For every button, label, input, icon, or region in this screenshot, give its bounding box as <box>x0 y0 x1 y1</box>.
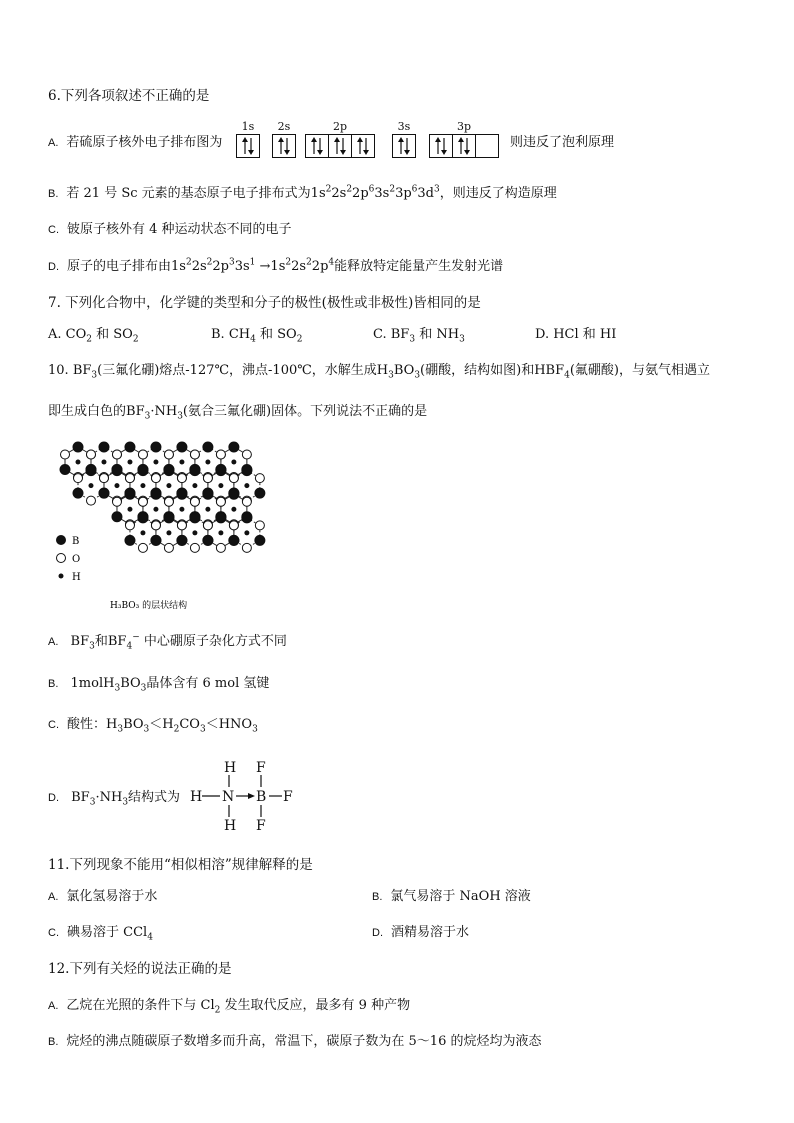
q6-option-c: C. 铍原子核外有 4 种运动状态不同的电子 <box>48 222 292 237</box>
boron-atom <box>255 535 265 545</box>
hydrogen-atom <box>218 530 223 535</box>
hydrogen-atom <box>140 483 145 488</box>
boron-atom <box>125 489 135 499</box>
boron-atom <box>99 442 109 452</box>
bf3-nh3-structural-formula <box>190 756 300 836</box>
oxygen-atom <box>86 496 95 505</box>
boron-atom <box>177 442 187 452</box>
q12-option-a: A. 乙烷在光照的条件下与 $Cl_2$ 发生取代反应，最多有 9 种产物 <box>48 998 411 1016</box>
hydrogen-atom <box>101 460 106 465</box>
oxygen-atom <box>190 543 199 552</box>
oxygen-atom <box>242 497 251 506</box>
figure-caption: H₃BO₃ 的层状结构 <box>110 601 188 611</box>
svg-text:F: F <box>256 760 266 776</box>
oxygen-atom <box>151 521 160 530</box>
oxygen-atom <box>216 543 225 552</box>
oxygen-atom <box>138 450 147 459</box>
q11-option-b: B. 氯气易溶于 NaOH 溶液 <box>372 889 531 904</box>
electron-pair-arrows <box>430 135 452 157</box>
q7-option-d: D. HCl 和 HI <box>535 327 617 342</box>
q6-option-a-suffix: 则违反了泡利原理 <box>510 135 615 150</box>
electron-pair-arrows <box>237 135 259 157</box>
oxygen-atom <box>99 474 108 483</box>
hydrogen-atom <box>153 507 158 512</box>
boron-atom <box>229 489 239 499</box>
oxygen-atom <box>86 450 95 459</box>
q7-stem: 7. 下列化合物中，化学键的类型和分子的极性(极性或非极性)皆相同的是 <box>48 295 481 311</box>
q10-option-d: D. $BF_3\cdot NH_3$结构式为 <box>48 790 181 808</box>
orbital-3p: 3p <box>429 120 499 158</box>
q7-option-c: C. $BF_3$ 和 $NH_3$ <box>373 327 465 345</box>
boron-atom <box>203 535 213 545</box>
hydrogen-atom <box>127 460 132 465</box>
oxygen-atom <box>203 474 212 483</box>
orbital-3s: 3s <box>392 120 416 158</box>
q7-option-b: B. $CH_4$ 和 $SO_2$ <box>211 327 303 345</box>
svg-text:F: F <box>283 789 293 805</box>
boron-atom <box>151 442 161 452</box>
hydrogen-atom <box>127 507 132 512</box>
oxygen-atom <box>177 521 186 530</box>
boron-atom <box>190 513 200 523</box>
hydrogen-atom <box>192 530 197 535</box>
boron-atom <box>216 466 226 476</box>
svg-text:H: H <box>224 760 237 776</box>
oxygen-atom <box>112 497 121 506</box>
hydrogen-atom <box>140 530 145 535</box>
oxygen-atom <box>255 521 264 530</box>
hydrogen-atom <box>231 507 236 512</box>
oxygen-atom <box>177 474 186 483</box>
q11-option-a: A. 氯化氢易溶于水 <box>48 889 158 904</box>
svg-text:B: B <box>256 789 267 805</box>
q10-stem-line2: 即生成白色的$BF_3\cdot NH_3$(氨合三氟化硼)固体。下列说法不正确的是 <box>48 404 428 422</box>
oxygen-atom <box>61 450 70 459</box>
electron-pair-arrows <box>329 135 351 157</box>
boron-atom <box>164 466 174 476</box>
q10-option-c: C. 酸性：$H_3BO_3<H_2CO_3<HNO_3$ <box>48 717 258 735</box>
boron-atom <box>203 442 213 452</box>
hydrogen-atom <box>192 483 197 488</box>
orbital-2s: 2s <box>272 120 296 158</box>
oxygen-atom <box>125 474 134 483</box>
orbital-2p: 2p <box>305 120 375 158</box>
q12-option-b: B. 烷烃的沸点随碳原子数增多而升高，常温下，碳原子数为在 5～16 的烷烃均为液态 <box>48 1034 542 1049</box>
boron-atom <box>255 488 265 498</box>
boron-atom <box>125 535 135 545</box>
hydrogen-atom <box>231 460 236 465</box>
boron-atom <box>138 466 148 476</box>
boron-atom <box>73 442 83 452</box>
q10-option-b: B. $1molH_3BO_3$晶体含有 6 mol 氢键 <box>48 676 270 694</box>
boron-atom <box>242 466 252 476</box>
oxygen-atom <box>164 450 173 459</box>
oxygen-atom <box>216 497 225 506</box>
boron-atom <box>125 442 135 452</box>
oxygen-atom <box>164 543 173 552</box>
oxygen-atom <box>229 521 238 530</box>
boron-atom <box>242 513 252 523</box>
boron-atom <box>99 488 109 498</box>
boron-atom <box>60 465 70 475</box>
svg-text:N: N <box>222 789 235 805</box>
boron-atom <box>151 535 161 545</box>
svg-text:F: F <box>256 818 266 834</box>
oxygen-atom <box>164 497 173 506</box>
boron-atom <box>164 513 174 523</box>
svg-text:B: B <box>72 536 80 547</box>
oxygen-atom <box>190 497 199 506</box>
q12-stem: 12.下列有关烃的说法正确的是 <box>48 961 232 977</box>
q6-option-d: D. 原子的电子排布由$1s^22s^22p^33s^1 \to 1s^22s^22p^4$能释放特定能量产生发射光谱 <box>48 257 504 274</box>
hydrogen-atom <box>166 483 171 488</box>
hydrogen-atom <box>153 460 158 465</box>
oxygen-atom <box>74 474 83 483</box>
oxygen-atom <box>203 521 212 530</box>
oxygen-atom <box>242 543 251 552</box>
hydrogen-atom <box>179 507 184 512</box>
hydrogen-atom <box>218 483 223 488</box>
q11-stem: 11.下列现象不能用“相似相溶”规律解释的是 <box>48 857 313 873</box>
lattice <box>60 442 265 552</box>
electron-pair-arrows <box>453 135 475 157</box>
oxygen-atom <box>255 474 264 483</box>
boron-atom <box>229 535 239 545</box>
boron-atom <box>138 513 148 523</box>
q7-option-a: A. $CO_2$ 和 $SO_2$ <box>48 327 139 345</box>
oxygen-atom <box>138 497 147 506</box>
oxygen-atom <box>125 521 134 530</box>
q6-option-b: B. 若 21 号 Sc 元素的基态原子电子排布式为$1s^22s^22p^63s^23p^63d^3$，则违反了构造原理 <box>48 184 557 201</box>
boron-atom <box>112 512 122 522</box>
q10-option-a: A. $BF_3$和$BF_4^-$ 中心硼原子杂化方式不同 <box>48 632 287 652</box>
hydrogen-atom <box>244 530 249 535</box>
hydrogen-atom <box>205 507 210 512</box>
hydrogen-atom <box>166 530 171 535</box>
boron-atom <box>86 466 96 476</box>
hydrogen-atom <box>205 460 210 465</box>
svg-text:H: H <box>72 572 81 583</box>
h3bo3-structure-figure <box>48 440 298 615</box>
oxygen-atom <box>190 450 199 459</box>
boron-atom <box>151 489 161 499</box>
boron-atom <box>112 466 122 476</box>
q6-option-a: A. 若硫原子核外电子排布图为 <box>48 135 223 150</box>
boron-atom <box>73 488 83 498</box>
q11-option-d: D. 酒精易溶于水 <box>372 925 470 940</box>
orbital-1s: 1s <box>236 120 260 158</box>
oxygen-atom <box>112 450 121 459</box>
q6-stem: 6.下列各项叙述不正确的是 <box>48 88 210 104</box>
electron-pair-arrows <box>273 135 295 157</box>
boron-atom <box>177 535 187 545</box>
electron-pair-arrows <box>352 135 374 157</box>
q11-option-c: C. 碘易溶于 CCl$_4$ <box>48 925 153 943</box>
oxygen-atom <box>229 474 238 483</box>
legend <box>56 535 81 583</box>
boron-atom <box>177 489 187 499</box>
oxygen-atom <box>216 450 225 459</box>
svg-text:O: O <box>72 554 81 565</box>
hydrogen-atom <box>244 483 249 488</box>
boron-atom <box>229 442 239 452</box>
hydrogen-atom <box>179 460 184 465</box>
hydrogen-atom <box>114 483 119 488</box>
boron-atom <box>203 489 213 499</box>
q10-stem-line1: 10. $BF_3$(三氟化硼)熔点-127℃，沸点-100℃，水解生成$H_3BO_3$(硼酸，结构如图)和$HBF_4$(氟硼酸)，与氨气相遇立 <box>48 363 711 381</box>
oxygen-atom <box>151 474 160 483</box>
electron-pair-arrows <box>393 135 415 157</box>
boron-atom <box>216 513 226 523</box>
hydrogen-atom <box>88 483 93 488</box>
electron-pair-arrows <box>306 135 328 157</box>
oxygen-atom <box>242 450 251 459</box>
hydrogen-atom <box>76 460 81 465</box>
svg-text:H: H <box>190 789 203 805</box>
svg-text:H: H <box>224 818 237 834</box>
boron-atom <box>190 466 200 476</box>
oxygen-atom <box>138 543 147 552</box>
